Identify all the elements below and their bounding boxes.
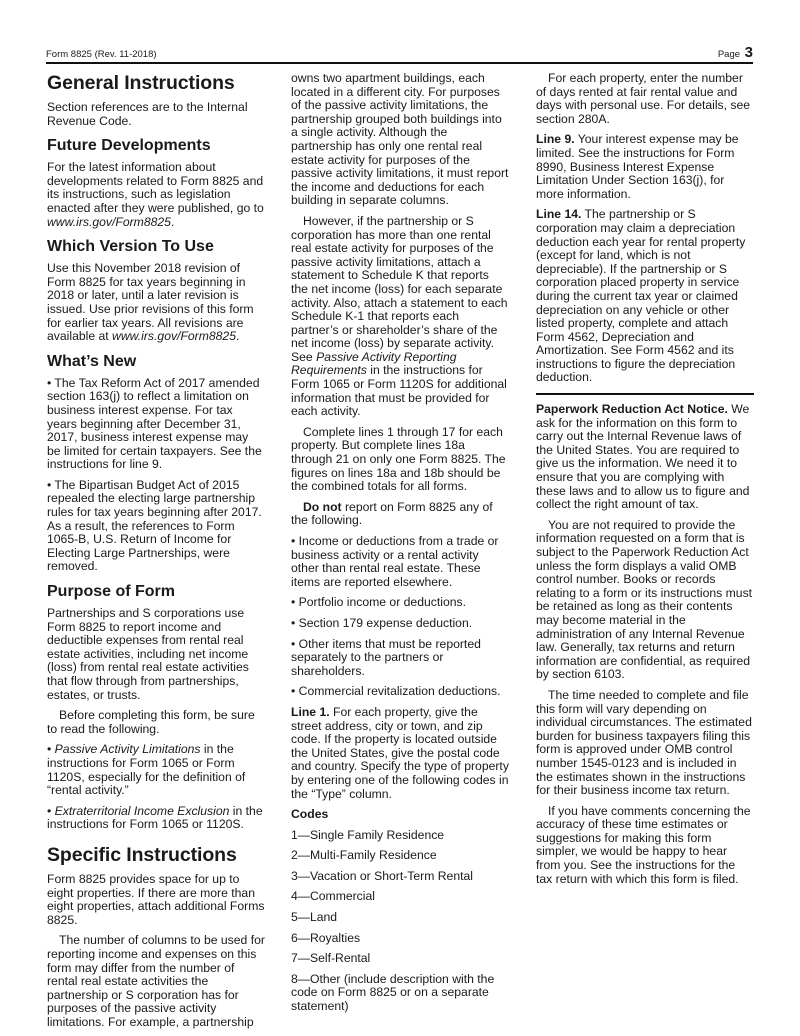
time-needed-text: The time needed to complete and file this form will vary depending on individual circumstances. The estimated burden for business taxpayers filing this form is approved under OMB control number 1545-0123 and is included in the estimates shown in the instructions for their business income tax return. [536,687,752,798]
general-instructions-text: Section references are to the Internal Revenue Code. [47,100,248,128]
future-developments-text: For the latest information about developments related to Form 8825 and its instructions, such as legislation enacted after they were published, go to www.irs.gov/Form8825. [47,160,264,229]
exclusion-bullet: • Portfolio income or deductions. [291,595,466,610]
paperwork-reduction-text: Paperwork Reduction Act Notice. We ask for the information on this form to carry out the Internal Revenue laws of the United States. You are required to give us the information. We need it to ensure that you are complying with these laws and to allow us to figure and collect the right amount of tax. [536,402,750,512]
exclusion-bullet: • Section 179 expense deduction. [291,615,473,630]
code-item: 8—Other (include description with the code on Form 8825 or on a separate statement) [291,971,495,1014]
section-divider [536,393,754,395]
passive-activity-bullet: • Passive Activity Limitations in the instructions for Form 1065 or Form 1120S, especially for the definition of “rental activity.” [47,742,246,798]
page-number [718,44,753,61]
page-header [46,46,753,64]
page-number-value: 3 [744,44,753,61]
columns-text: The number of columns to be used for reporting income and expenses on this form may differ from the number of rental real estate activities the partnership or S corporation has for purposes of the passive activity limitations. For example, a partnership [47,933,265,1029]
exclusion-bullet: • Other items that must be reported separately to the partners or shareholders. [291,636,481,678]
complete-lines-text: Complete lines 1 through 17 for each property. But complete lines 18a through 21 on only one Form 8825. The figures on lines 18a and 18b should be the combined totals for all forms. [291,424,506,494]
whats-new-item: • The Tax Reform Act of 2017 amended section 163(j) to reflect a limitation on business interest expense. For tax years beginning after December 31, 2017, business interest expense may be limited for certain taxpayers. See the instructions for line 9. [47,375,262,472]
however-text: However, if the partnership or S corporation has more than one rental real estate activity for purposes of the passive activity limitations, attach a statement to Schedule K that reports the net income (loss) for each separate activity. Also, attach a statement to each Schedule K-1 that reports each partner’s or shareholder’s share of the net income (loss) by separate activity. See Passive Activity Reporting Requirements in the instructions for Form 1065 or Form 1120S for additional information that must be provided for each activity. [291,213,508,419]
code-item: 6—Royalties [291,930,361,945]
page-label: Page [717,49,741,60]
do-not-report-text: Do not report on Form 8825 any of the following. [291,499,493,528]
code-item: 1—Single Family Residence [291,827,445,842]
line-9-text: Line 9. Your interest expense may be limited. See the instructions for Form 8990, Business Interest Expense Limitation Under Section 163(j), for more information. [536,132,739,201]
code-item: 5—Land [291,910,338,925]
extraterritorial-bullet: • Extraterritorial Income Exclusion in the instructions for Form 1065 or 1120S. [47,803,263,832]
irs-link[interactable]: www.irs.gov/Form8825 [112,329,236,344]
code-item: 4—Commercial [291,889,375,904]
general-instructions-heading: General Instructions [47,72,235,94]
irs-link[interactable]: www.irs.gov/Form8825 [47,214,171,229]
whats-new-item: • The Bipartisan Budget Act of 2015 repealed the electing large partnership rules for tax years beginning after 2017. As a result, the references to Form 1065-B, U.S. Return of Income for Electing Large Partnerships, were removed. [47,477,262,574]
continued-text: owns two apartment buildings, each located in a different city. For purposes of the passive activity limitations, the partnership grouped both buildings into a single activity. Although the partnership has only one rental real estate activity for purposes of the passive activity limitations, it must report the income and deductions for each building in separate columns. [291,71,509,208]
specific-instructions-heading: Specific Instructions [47,843,237,866]
line-1-text: Line 1. For each property, give the street address, city or town, and zip code. If the property is located outside the United States, give the postal code and country. Specify the type of property by entering one of the following codes in the “Type” column. [291,704,509,801]
which-version-text: Use this November 2018 revision of Form 8825 for tax years beginning in 2018 or later, until a later revision is issued. Use prior revisions of this form for earlier tax years. All revisions are available at www.irs.gov/Form8825. [47,261,254,344]
code-item: 3—Vacation or Short-Term Rental [291,868,473,883]
exclusion-bullet: • Commercial revitalization deductions. [291,684,501,699]
exclusion-bullet: • Income or deductions from a trade or business activity or a rental activity other than rental real estate. These items are reported elsewhere. [291,534,499,589]
right-column [536,72,754,893]
code-item: 2—Multi-Family Residence [291,848,437,863]
purpose-text: Partnerships and S corporations use Form 8825 to report income and deductible expenses from rental real estate activities, including net income (loss) from rental real estate activities that flow through from partnerships, estates, or trusts. [47,606,249,702]
form-identifier: Form 8825 (Rev. 11-2018) [46,49,157,60]
line-14-text: Line 14. The partnership or S corporation may claim a depreciation deduction each year for rental property (except for land, which is not depreciable). If the partnership or S corporation placed property in service during the current tax year or claimed depreciation on any vehicle or other listed property, complete and attach Form 4562, Depreciation and Amortization. See Form 4562 and its instructions to figure the depreciation deduction. [536,207,746,385]
codes-heading: Codes [291,807,329,822]
specific-instructions-text: Form 8825 provides space for up to eight properties. If there are more than eight properties, attach additional Forms 8825. [47,871,265,927]
code-item: 7—Self-Rental [291,951,371,966]
whats-new-heading: What’s New [47,352,137,370]
days-rented-text: For each property, enter the number of days rented at fair rental value and days with personal use. For details, see section 280A. [536,71,751,126]
not-required-text: You are not required to provide the information requested on a form that is subject to the Paperwork Reduction Act unless the form displays a valid OMB control number. Books or records relating to a form or its instructions must be retained as long as their contents may become material in the administration of any Internal Revenue law. Generally, tax returns and return information are confidential, as required by section 6103. [536,517,753,682]
middle-column [291,72,509,1021]
future-developments-heading: Future Developments [47,137,211,155]
purpose-heading: Purpose of Form [47,583,176,601]
which-version-heading: Which Version To Use [47,238,214,256]
left-column [47,72,265,1036]
before-completing-text: Before completing this form, be sure to read the following. [47,708,255,736]
comments-text: If you have comments concerning the accuracy of these time estimates or suggestions for making this form simpler, we would be happy to hear from you. See the instructions for the tax return with which this form is filed. [536,803,751,886]
